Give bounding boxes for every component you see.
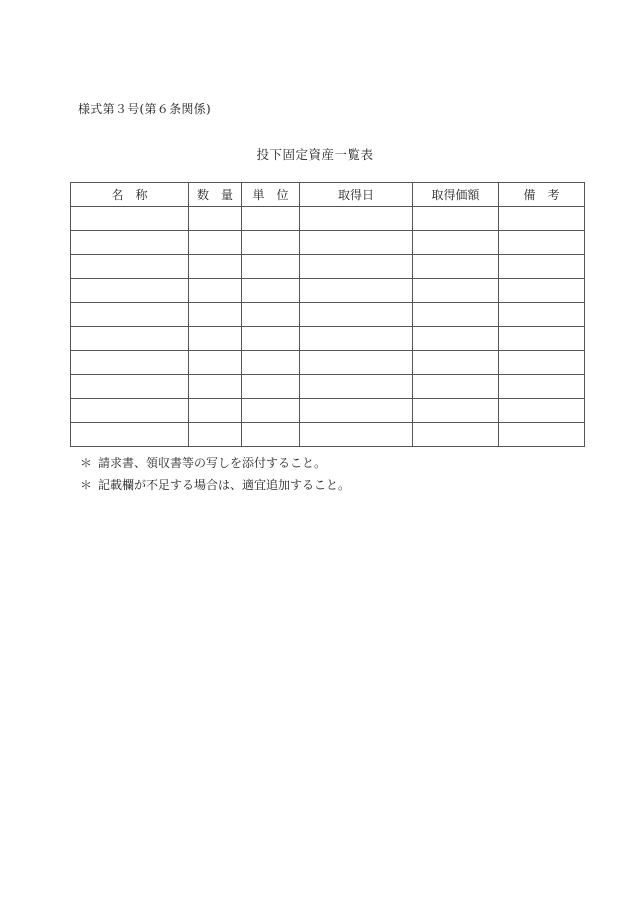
document-title: 投下固定資産一覧表 (256, 147, 374, 162)
table-cell-quantity[interactable] (189, 231, 242, 255)
table-cell-unit[interactable] (242, 207, 300, 231)
column-header-quantity: 数 量 (189, 183, 242, 207)
table-cell-acquisition-price[interactable] (413, 375, 499, 399)
table-cell-acquisition-price[interactable] (413, 207, 499, 231)
table-cell-acquisition-date[interactable] (300, 327, 413, 351)
table-row (71, 399, 585, 423)
fixed-asset-table (70, 182, 585, 447)
table-cell-acquisition-date[interactable] (300, 231, 413, 255)
note-text: 記載欄が不足する場合は、適宜追加すること。 (98, 478, 351, 492)
table-row (71, 327, 585, 351)
column-header-unit: 単 位 (242, 183, 300, 207)
table-cell-acquisition-date[interactable] (300, 303, 413, 327)
table-cell-remarks[interactable] (499, 303, 585, 327)
table-cell-name[interactable] (71, 399, 189, 423)
table-cell-unit[interactable] (242, 423, 300, 447)
note-item (80, 474, 350, 496)
table-cell-quantity[interactable] (189, 255, 242, 279)
table-cell-quantity[interactable] (189, 423, 242, 447)
table-cell-acquisition-price[interactable] (413, 423, 499, 447)
table-header-row (71, 183, 585, 207)
table-row (71, 255, 585, 279)
table-row (71, 231, 585, 255)
notes-section (80, 452, 350, 496)
table-cell-remarks[interactable] (499, 375, 585, 399)
table-cell-acquisition-date[interactable] (300, 351, 413, 375)
table-cell-acquisition-date[interactable] (300, 399, 413, 423)
note-asterisk: ＊ (80, 478, 93, 492)
table-cell-quantity[interactable] (189, 207, 242, 231)
note-text: 請求書、領収書等の写しを添付すること。 (98, 456, 327, 470)
table-row (71, 351, 585, 375)
table-cell-acquisition-price[interactable] (413, 231, 499, 255)
table-row (71, 207, 585, 231)
table-cell-remarks[interactable] (499, 327, 585, 351)
table-row (71, 279, 585, 303)
table-cell-acquisition-price[interactable] (413, 279, 499, 303)
column-header-remarks: 備 考 (499, 183, 585, 207)
table-cell-quantity[interactable] (189, 351, 242, 375)
table-cell-quantity[interactable] (189, 303, 242, 327)
table-cell-quantity[interactable] (189, 375, 242, 399)
table-cell-unit[interactable] (242, 399, 300, 423)
table-cell-name[interactable] (71, 375, 189, 399)
table-row (71, 303, 585, 327)
note-item (80, 452, 350, 474)
table-cell-name[interactable] (71, 303, 189, 327)
column-header-acquisition-date: 取得日 (300, 183, 413, 207)
table-cell-name[interactable] (71, 207, 189, 231)
note-asterisk: ＊ (80, 456, 93, 470)
table-cell-unit[interactable] (242, 231, 300, 255)
table-body (71, 207, 585, 447)
table-cell-remarks[interactable] (499, 279, 585, 303)
table-cell-remarks[interactable] (499, 207, 585, 231)
table-row (71, 423, 585, 447)
table-cell-acquisition-price[interactable] (413, 327, 499, 351)
table-cell-unit[interactable] (242, 255, 300, 279)
table-cell-name[interactable] (71, 279, 189, 303)
table-cell-acquisition-price[interactable] (413, 303, 499, 327)
column-header-name: 名 称 (71, 183, 189, 207)
column-header-acquisition-price: 取得価額 (413, 183, 499, 207)
table-cell-name[interactable] (71, 327, 189, 351)
table-cell-quantity[interactable] (189, 279, 242, 303)
table-cell-acquisition-date[interactable] (300, 423, 413, 447)
table-cell-unit[interactable] (242, 375, 300, 399)
table-cell-remarks[interactable] (499, 423, 585, 447)
table-cell-name[interactable] (71, 351, 189, 375)
table-cell-acquisition-price[interactable] (413, 351, 499, 375)
table-cell-name[interactable] (71, 231, 189, 255)
table-cell-remarks[interactable] (499, 255, 585, 279)
table-row (71, 375, 585, 399)
table-cell-unit[interactable] (242, 279, 300, 303)
table-cell-quantity[interactable] (189, 399, 242, 423)
table-cell-acquisition-price[interactable] (413, 255, 499, 279)
table-cell-acquisition-date[interactable] (300, 375, 413, 399)
table-cell-unit[interactable] (242, 303, 300, 327)
table-cell-unit[interactable] (242, 327, 300, 351)
table-cell-acquisition-date[interactable] (300, 207, 413, 231)
table-cell-acquisition-date[interactable] (300, 279, 413, 303)
table-cell-unit[interactable] (242, 351, 300, 375)
table-cell-acquisition-price[interactable] (413, 399, 499, 423)
table-cell-quantity[interactable] (189, 327, 242, 351)
table-cell-acquisition-date[interactable] (300, 255, 413, 279)
table-cell-remarks[interactable] (499, 231, 585, 255)
table-cell-name[interactable] (71, 423, 189, 447)
table-cell-remarks[interactable] (499, 351, 585, 375)
form-number-label: 様式第３号(第６条関係) (78, 102, 211, 116)
table-cell-remarks[interactable] (499, 399, 585, 423)
table-cell-name[interactable] (71, 255, 189, 279)
